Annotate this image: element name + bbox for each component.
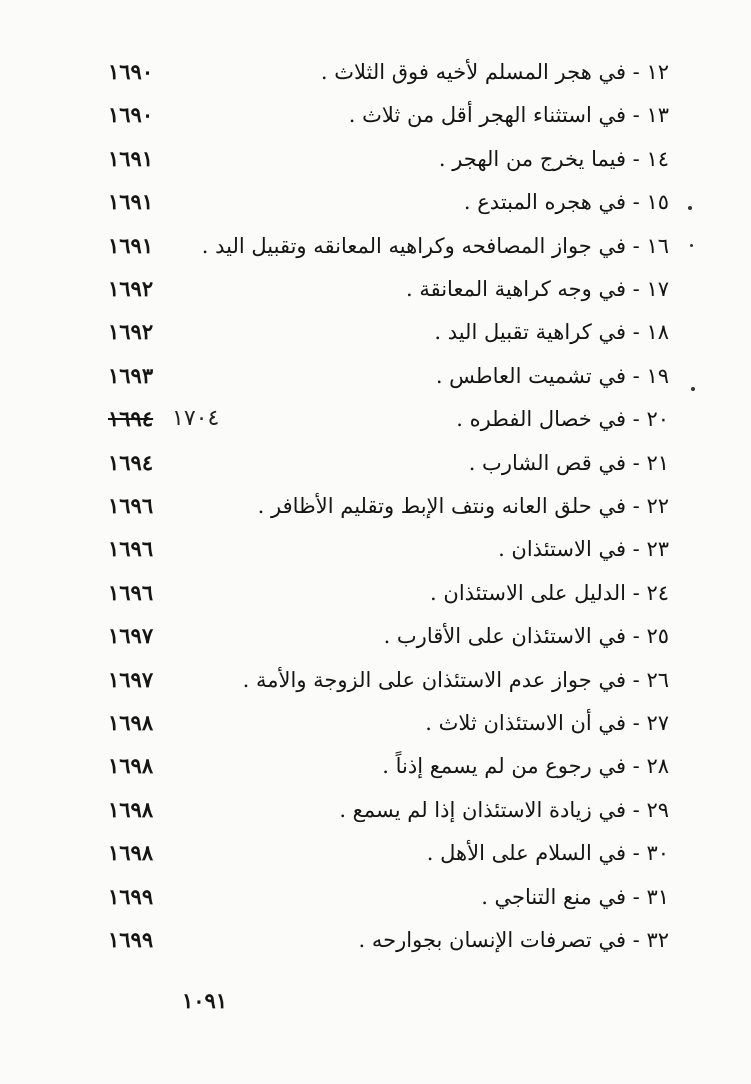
toc-entry-page: ١٦٩٦	[108, 536, 154, 562]
toc-entry-page: ١٦٩٣	[108, 362, 154, 388]
toc-entry	[0, 877, 751, 917]
toc-entry	[0, 660, 751, 700]
toc-entry-page: ١٦٩٩	[108, 927, 154, 952]
toc-entry	[0, 399, 751, 439]
toc-entry-page: ١٦٩٠	[108, 102, 154, 128]
toc-entry	[0, 52, 751, 92]
toc-entry-title: ١٧ - في وجه كراهية المعانقة .	[405, 277, 669, 301]
toc-entry-title: ٢٣ - في الاستئذان .	[498, 537, 669, 562]
toc-entry-page: ١٦٩٢	[108, 319, 154, 345]
margin-mark	[691, 387, 695, 391]
toc-entry	[0, 616, 751, 656]
toc-entry-title: ١٢ - في هجر المسلم لأخيه فوق الثلاث .	[320, 60, 669, 84]
toc-entry	[0, 356, 751, 396]
toc-entry-title: ٢٠ - في خصال الفطره .	[456, 407, 669, 432]
toc-entry-title: ٣١ - في منع التناجي .	[481, 884, 669, 909]
toc-entry-page: ١٦٩٨	[108, 753, 154, 779]
handwritten-page-correction: ١٧٠٤	[172, 406, 220, 432]
toc-entry	[0, 703, 751, 743]
toc-entry	[0, 920, 751, 960]
toc-entry-title: ٢٨ - في رجوع من لم يسمع إذناً .	[382, 754, 669, 779]
toc-entry-title: ٢٢ - في حلق العانه ونتف الإبط وتقليم الأظافر .	[257, 494, 669, 518]
toc-entry-page: ١٦٩١	[108, 189, 154, 215]
toc-entry-page: ١٦٩١	[108, 232, 154, 258]
toc-entry	[0, 95, 751, 135]
toc-entry-title: ١٩ - في تشميت العاطس .	[435, 363, 669, 388]
toc-entry-page: ١٦٩٤	[108, 449, 154, 475]
toc-entry	[0, 139, 751, 179]
toc-entry-page: ١٦٩٨	[108, 840, 154, 866]
toc-entry-page: ١٦٩٧	[108, 666, 154, 692]
toc-entry-page: ١٦٩١	[108, 145, 154, 171]
toc-entry	[0, 790, 751, 830]
toc-entry	[0, 486, 751, 526]
toc-entry-title: ٢٤ - الدليل على الاستئذان .	[430, 580, 669, 605]
toc-entry-page: ١٦٩٧	[108, 623, 154, 649]
toc-entry	[0, 573, 751, 613]
toc-entry-title: ٢١ - في قص الشارب .	[468, 450, 669, 475]
toc-entry	[0, 529, 751, 569]
footer-page-number: ١٠٩١	[182, 988, 228, 1013]
toc-entry-title: ٢٧ - في أن الاستئذان ثلاث .	[425, 711, 669, 735]
toc-entry-page: ١٦٩٢	[108, 276, 154, 301]
toc-entry	[0, 443, 751, 483]
toc-entry-page: ١٦٩٩	[108, 883, 154, 909]
toc-entry-title: ٢٦ - في جواز عدم الاستئذان على الزوجة والأمة .	[242, 667, 669, 692]
toc-entry-title: ٢٩ - في زيادة الاستئذان إذا لم يسمع .	[339, 797, 669, 822]
toc-entry-page: ١٦٩٠	[108, 59, 154, 84]
toc-entry	[0, 269, 751, 309]
toc-entry	[0, 746, 751, 786]
toc-entry-title: ٣٠ - في السلام على الأهل .	[426, 841, 669, 866]
margin-mark	[688, 206, 692, 210]
margin-mark	[690, 244, 693, 247]
toc-entry-title: ٢٥ - في الاستئذان على الأقارب .	[383, 624, 669, 649]
toc-entry-title: ١٨ - في كراهية تقبيل اليد .	[434, 320, 669, 345]
toc-entry-page: ١٦٩٤	[108, 406, 154, 432]
toc-entry-title: ١٥ - في هجره المبتدع .	[463, 190, 669, 215]
toc-entry-title: ٣٢ - في تصرفات الإنسان بجوارحه .	[358, 928, 669, 952]
toc-entry	[0, 182, 751, 222]
toc-entry	[0, 833, 751, 873]
toc-entry-page: ١٦٩٨	[108, 796, 154, 822]
toc-entry-page: ١٦٩٦	[108, 493, 154, 518]
toc-entry-page: ١٦٩٨	[108, 710, 154, 735]
toc-entry-title: ١٣ - في استثناء الهجر أقل من ثلاث .	[348, 103, 669, 128]
toc-entry-title: ١٤ - فيما يخرج من الهجر .	[438, 146, 669, 171]
toc-entry-page: ١٦٩٦	[108, 579, 154, 605]
toc-entry	[0, 312, 751, 352]
toc-entry	[0, 226, 751, 266]
toc-entry-title: ١٦ - في جواز المصافحه وكراهيه المعانقه وتقبيل اليد .	[201, 233, 669, 258]
